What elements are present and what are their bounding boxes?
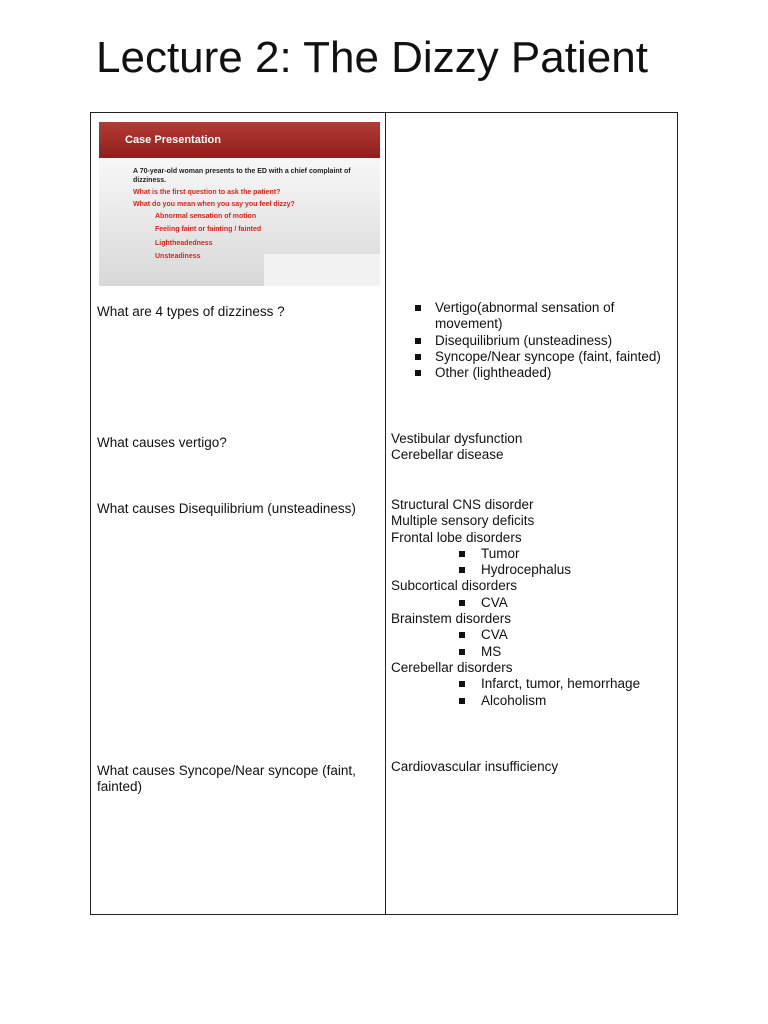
slide-corner-panel: [264, 254, 380, 286]
sub-list: [391, 546, 676, 579]
slide-question-2: What do you mean when you say you feel dizzy?: [133, 200, 295, 208]
answer-line: Subcortical disorders: [391, 578, 518, 594]
list-item: Other (lightheaded): [391, 365, 676, 381]
answer-line: Cardiovascular insufficiency: [391, 759, 559, 774]
answer-line: Vestibular dysfunction: [391, 431, 523, 446]
list-item: Alcoholism: [391, 693, 676, 709]
slide-option: Feeling faint or fainting / fainted: [155, 226, 262, 233]
list-item: MS: [391, 644, 676, 660]
sub-list: [391, 676, 676, 709]
list-item: Tumor: [391, 546, 676, 562]
column-divider: [385, 113, 386, 914]
question-types-of-dizziness: What are 4 types of dizziness ?: [97, 304, 285, 319]
question-disequilibrium: What causes Disequilibrium (unsteadiness): [97, 501, 356, 516]
question-syncope: What causes Syncope/Near syncope (faint, fainted): [97, 763, 356, 795]
list-item: CVA: [391, 595, 676, 611]
slide-option: Abnormal sensation of motion: [155, 212, 257, 220]
list-item: Infarct, tumor, hemorrhage: [391, 676, 676, 692]
notes-table: [90, 112, 678, 915]
list-item: Hydrocephalus: [391, 562, 676, 578]
slide-body: [133, 168, 353, 267]
slide-intro: A 70-year-old woman presents to the ED with a chief complaint of dizziness.: [133, 168, 351, 184]
slide-option: Unsteadiness: [155, 253, 201, 260]
answer-syncope: [391, 759, 676, 775]
list-item: Syncope/Near syncope (faint, fainted): [391, 349, 676, 365]
sub-list: [391, 595, 676, 611]
slide-thumbnail: [99, 122, 380, 286]
answer-disequilibrium: [391, 497, 676, 709]
slide-title: Case Presentation: [125, 134, 221, 146]
answer-line: Structural CNS disorder: [391, 497, 534, 512]
answer-line: Frontal lobe disorders: [391, 529, 522, 545]
answer-line: Cerebellar disorders: [391, 659, 513, 675]
question-vertigo: What causes vertigo?: [97, 435, 227, 450]
answer-line: Brainstem disorders: [391, 611, 512, 627]
answer-line: Multiple sensory deficits: [391, 513, 535, 529]
sub-list: [391, 627, 676, 660]
answer-line: Cerebellar disease: [391, 447, 504, 463]
list-item: Vertigo(abnormal sensation of movement): [391, 300, 676, 333]
list-item: CVA: [391, 627, 676, 643]
page-title: Lecture 2: The Dizzy Patient: [96, 33, 648, 82]
list-item: Disequilibrium (unsteadiness): [391, 333, 676, 349]
answer-vertigo: [391, 431, 676, 464]
slide-question-1: What is the first question to ask the patient?: [133, 188, 281, 196]
answer-types-list: [391, 300, 676, 381]
slide-option: Lightheadedness: [155, 239, 213, 247]
slide-header-bar: [99, 122, 380, 158]
